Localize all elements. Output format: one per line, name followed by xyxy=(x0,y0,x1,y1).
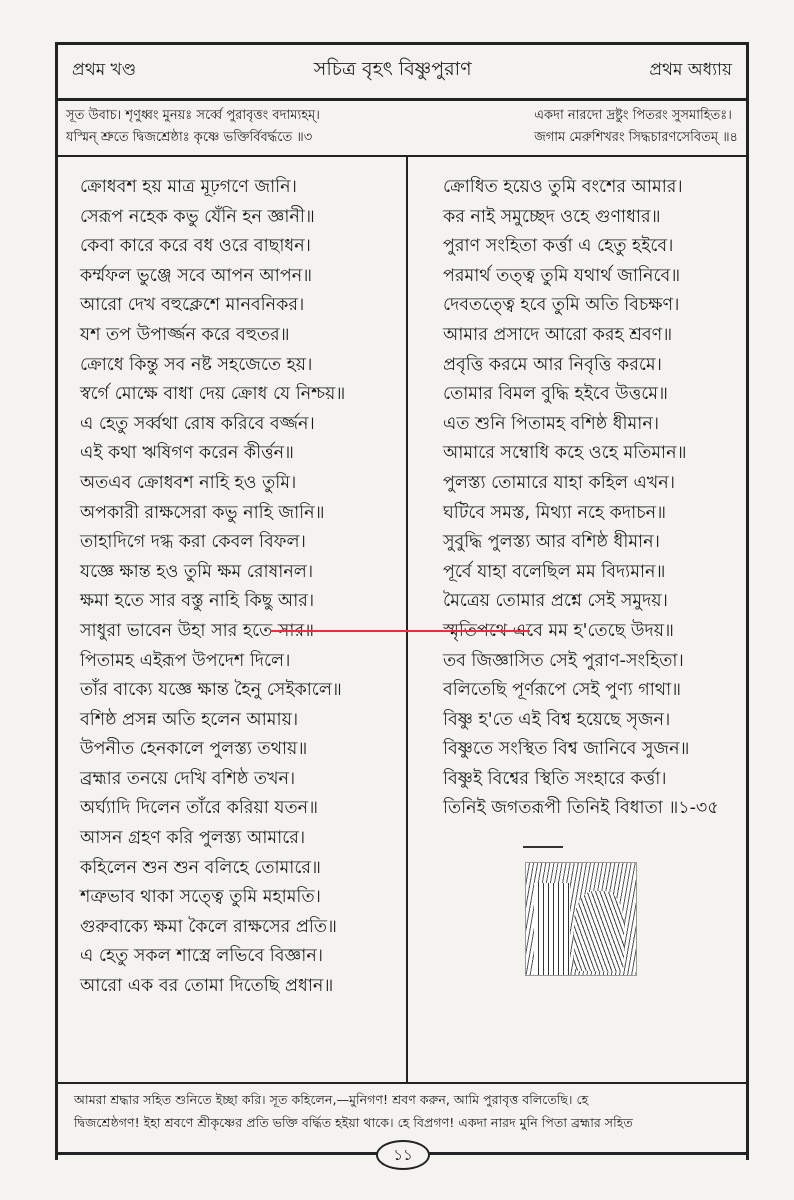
verse-line: ক্রোধবশ হয় মাত্র মূঢ়গণে জানি। xyxy=(80,177,297,197)
verse-line: বলিতেছি পূর্ণরূপে সেই পুণ্য গাথা॥ xyxy=(443,680,682,701)
verse-line: আমারে সম্বোধি কহে ওহে মতিমান॥ xyxy=(443,443,687,464)
verse-line: আসন গ্রহণ করি পুলস্ত্য আমারে। xyxy=(80,828,306,849)
verse-line: তব জিজ্ঞাসিত সেই পুরাণ-সংহিতা। xyxy=(443,650,684,671)
prose-line: দ্বিজশ্রেষ্ঠগণ! ইহা শ্রবণে শ্রীকৃষ্ণের প্রতি ভক্তি বর্দ্ধিত হইয়া থাকে। হে বিপ্রগণ! একদা নারদ মুনি পিতা ব্রহ্মার সহিত xyxy=(74,1115,633,1130)
verse-line: যশ তপ উপার্জ্জন করে বহুতর॥ xyxy=(80,324,290,345)
sanskrit-line: একদা নারদো দ্রষ্টুং পিতরং সুসমাহিতঃ। xyxy=(534,108,732,123)
verse-line: সেরূপ নহেক কভু যেঁনি হন জ্ঞানী॥ xyxy=(80,206,315,227)
verse-line: আরো এক বর তোমা দিতেছি প্রধান॥ xyxy=(80,976,334,997)
sanskrit-line: সূত উবাচ। শৃণুধ্বং মুনয়ঃ সর্ব্বে পুরাবৃত্তং বদাম্যহম্। xyxy=(66,108,320,123)
footer-divider xyxy=(58,1082,746,1084)
verse-line: যজ্ঞে ক্ষান্ত হও তুমি ক্ষম রোষানল। xyxy=(80,561,314,582)
verse-line: তাহাদিগে দগ্ধ করা কেবল বিফল। xyxy=(80,532,306,553)
prose-translation xyxy=(74,1088,734,1134)
verse-line: মৈত্রেয় তোমার প্রশ্নে সেই সমুদয়। xyxy=(443,591,668,612)
verse-line: ঘটিবে সমস্ত, মিথ্যা নহে কদাচন॥ xyxy=(443,502,666,523)
verse-line: ক্রোধে কিন্তু সব নষ্ট সহজেতে হয়। xyxy=(80,354,313,375)
watermark-logo xyxy=(340,600,520,660)
sanskrit-line: জগাম মেরুশিখরং সিদ্ধচারণসেবিতম্ ॥৪ xyxy=(534,130,738,145)
verse-line: গুরুবাক্যে ক্ষমা কৈলে রাক্ষসের প্রতি॥ xyxy=(80,916,337,937)
verse-line: এত শুনি পিতামহ বশিষ্ঠ ধীমান। xyxy=(443,413,660,434)
verse-line: পরমার্থ তত্ত্ব তুমি যথার্থ জানিবে॥ xyxy=(443,265,681,286)
header-divider xyxy=(58,98,746,101)
sanskrit-verse-3 xyxy=(66,105,320,153)
verse-line: তোমার বিমল বুদ্ধি হইবে উত্তমে॥ xyxy=(443,384,668,405)
verse-line: শত্রুভাব থাকা সত্ত্বে তুমি মহামতি। xyxy=(80,887,321,908)
verse-line: ক্রোধিত হয়েও তুমি বংশের আমার। xyxy=(443,177,683,197)
verse-line: বিষ্ণুই বিশ্বের স্থিতি সংহারে কর্ত্তা। xyxy=(443,768,667,789)
sanskrit-line: যস্মিন্ শ্রুতে দ্বিজশ্রেষ্ঠাঃ কৃষ্ণে ভক্তির্বিবর্দ্ধতে ॥৩ xyxy=(66,130,313,145)
section-end-dash xyxy=(523,846,563,848)
verse-line: সাধুরা ভাবেন উহা সার হতে সার॥ xyxy=(80,620,314,641)
verse-line: পুলস্ত্য তোমারে যাহা কহিল এখন। xyxy=(443,472,676,493)
verse-line: এ হেতু সর্ব্বথা রোষ করিবে বর্জ্জন। xyxy=(80,413,315,434)
tree-trunk xyxy=(534,883,570,975)
verse-line: তাঁর বাক্যে যজ্ঞে ক্ষান্ত হৈনু সেইকালে॥ xyxy=(80,680,342,701)
verse-line: কেবা কারে করে বধ ওরে বাছাধন। xyxy=(80,236,311,257)
volume-label: প্রথম খণ্ড xyxy=(72,60,137,80)
verse-line: দেবতত্ত্বে হবে তুমি অতি বিচক্ষণ। xyxy=(443,295,680,316)
verse-line: পূর্বে যাহা বলেছিল মম বিদ্যমান॥ xyxy=(443,561,666,582)
verse-line: পিতামহ এইরূপ উপদেশ দিলে। xyxy=(80,650,291,671)
verse-line: বশিষ্ঠ প্রসন্ন অতি হলেন আমায়। xyxy=(80,709,299,730)
verse-line: স্বর্গে মোক্ষে বাধা দেয় ক্রোধ যে নিশ্চয়॥ xyxy=(80,384,346,405)
chapter-label: প্রথম অধ্যায় xyxy=(649,60,732,80)
sage-under-tree-illustration xyxy=(525,862,637,976)
verse-line: স্মৃতিপথে এবে মম হ'তেছে উদয়॥ xyxy=(443,620,674,641)
verse-line: প্রবৃত্তি করমে আর নিবৃত্তি করমে। xyxy=(443,354,662,375)
verse-line: এ হেতু সকল শাস্ত্রে লভিবে বিজ্ঞান। xyxy=(80,946,324,967)
verse-line: এই কথা ঋষিগণ করেন কীর্ত্তন॥ xyxy=(80,443,294,464)
page-number: ১১ xyxy=(376,1140,430,1170)
book-title: সচিত্র বৃহৎ বিষ্ণুপুরাণ xyxy=(313,58,472,80)
verse-line: কর নাই সমুচ্ছেদ ওহে গুণাধার॥ xyxy=(443,206,661,227)
verse-line: উপনীত হেনকালে পুলস্ত্য তথায়॥ xyxy=(80,739,308,760)
verse-line: অতএব ক্রোধবশ নাহি হও তুমি। xyxy=(80,472,297,493)
verse-line: আরো দেখ বহুক্লেশে মানবনিকর। xyxy=(80,295,305,316)
verse-line: তিনিই জগতরূপী তিনিই বিধাতা ॥১-৩৫ xyxy=(443,798,719,819)
verse-line: ক্ষমা হতে সার বস্তু নাহি কিছু আর। xyxy=(80,591,315,612)
prose-line: আমরা শ্রদ্ধার সহিত শুনিতে ইচ্ছা করি। সূত কহিলেন,—মুনিগণ! শ্রবণ করুন, আমি পুরাবৃত্ত বলিতেছি। হে xyxy=(74,1092,589,1107)
verse-line: অর্ঘ্যাদি দিলেন তাঁরে করিয়া যতন॥ xyxy=(80,798,318,819)
page-header xyxy=(58,45,746,97)
verse-line: কর্ম্মফল ভুঞ্জে সবে আপন আপন॥ xyxy=(80,265,313,286)
verse-line: অপকারী রাক্ষসেরা কভু নাহি জানি॥ xyxy=(80,502,325,523)
verse-line: বিষ্ণুতে সংস্থিত বিশ্ব জানিবে সুজন॥ xyxy=(443,739,690,760)
verse-line: কহিলেন শুন শুন বলিহে তোমারে॥ xyxy=(80,857,321,878)
sanskrit-verses xyxy=(66,105,738,153)
sage-figure xyxy=(574,891,624,971)
verse-line: পুরাণ সংহিতা কর্ত্তা এ হেতু হইবে। xyxy=(443,236,674,257)
verse-line: সুবুদ্ধি পুলস্ত্য আর বশিষ্ঠ ধীমান। xyxy=(443,532,660,553)
verse-line: ব্রহ্মার তনয়ে দেখি বশিষ্ঠ তখন। xyxy=(80,768,296,789)
verse-line: বিষ্ণু হ'তে এই বিশ্ব হয়েছে সৃজন। xyxy=(443,709,671,730)
sanskrit-verse-4 xyxy=(534,105,738,153)
verse-line: আমার প্রসাদে আরো করহ শ্রবণ॥ xyxy=(443,324,673,345)
